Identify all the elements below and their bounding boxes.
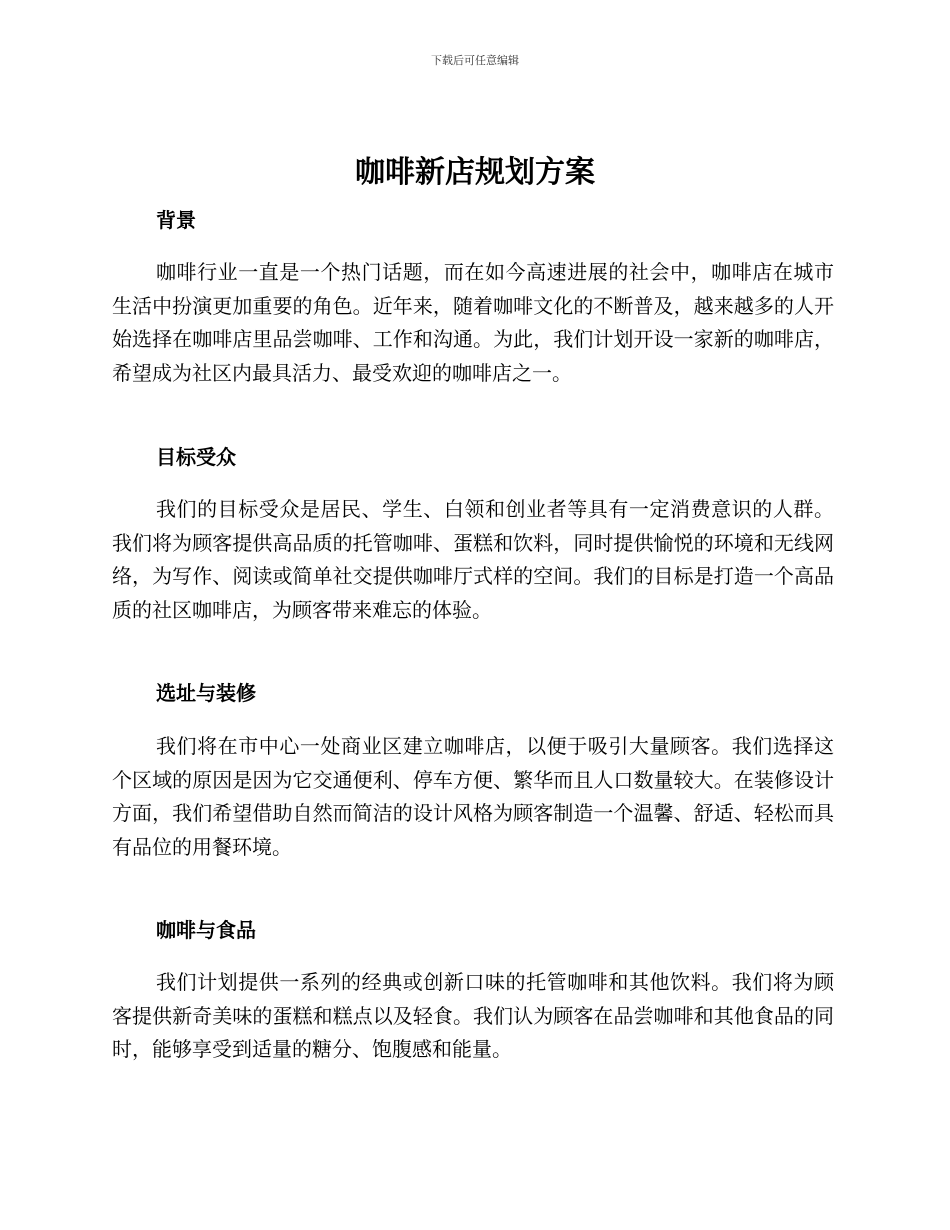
section-body-coffee-food: 我们计划提供一系列的经典或创新口味的托管咖啡和其他饮料。我们将为顾客提供新奇美味的蛋糕和糕点以及轻食。我们认为顾客在品尝咖啡和其他食品的同时，能够享受到适量的糖分、饱腹感和能量。 [112,970,834,1062]
section-heading-location-decoration: 选址与装修 [156,681,256,705]
document-title: 咖啡新店规划方案 [355,155,595,190]
section-heading-target-audience: 目标受众 [156,445,236,469]
page-header: 下载后可任意编辑 [431,54,519,67]
section-body-background: 咖啡行业一直是一个热门话题，而在如今高速进展的社会中，咖啡店在城市生活中扮演更加重要的角色。近年来，随着咖啡文化的不断普及，越来越多的人开始选择在咖啡店里品尝咖啡、工作和沟通。为此，我们计划开设一家新的咖啡店，希望成为社区内最具活力、最受欢迎的咖啡店之一。 [112,260,834,386]
section-heading-coffee-food: 咖啡与食品 [156,918,256,942]
section-heading-background: 背景 [156,208,196,232]
section-body-location-decoration: 我们将在市中心一处商业区建立咖啡店，以便于吸引大量顾客。我们选择这个区域的原因是因为它交通便利、停车方便、繁华而且人口数量较大。在装修设计方面，我们希望借助自然而简洁的设计风格为顾客制造一个温馨、舒适、轻松而具有品位的用餐环境。 [112,734,834,860]
section-body-target-audience: 我们的目标受众是居民、学生、白领和创业者等具有一定消费意识的人群。我们将为顾客提供高品质的托管咖啡、蛋糕和饮料，同时提供愉悦的环境和无线网络，为写作、阅读或简单社交提供咖啡厅式样的空间。我们的目标是打造一个高品质的社区咖啡店，为顾客带来难忘的体验。 [112,497,834,623]
